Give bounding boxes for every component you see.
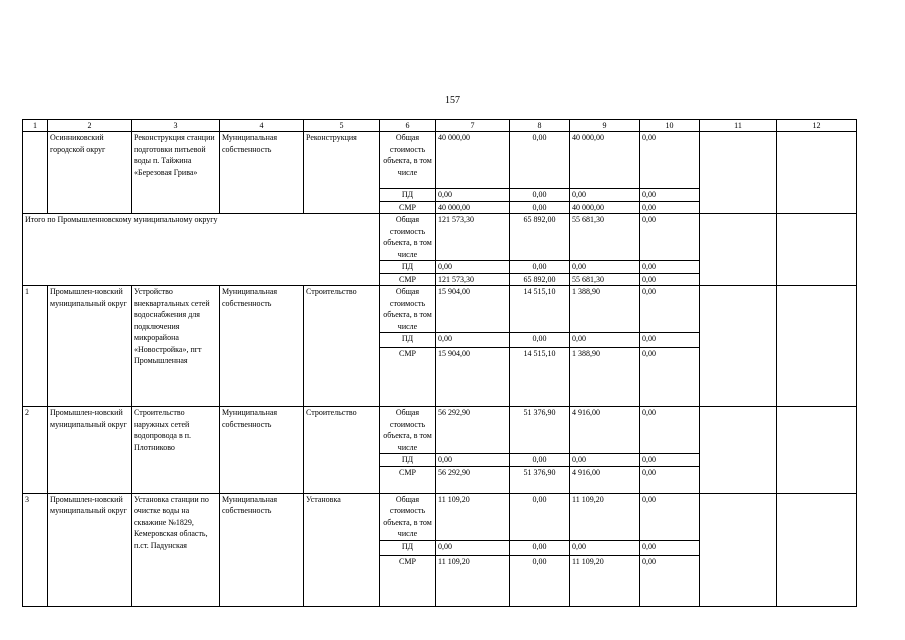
value-cell: 0,00 <box>640 493 700 540</box>
column-number: 1 <box>23 120 48 132</box>
value-cell: 0,00 <box>570 333 640 348</box>
value-cell: 0,00 <box>510 555 570 606</box>
value-cell: 65 892,00 <box>510 273 570 286</box>
value-cell: 121 573,30 <box>436 273 510 286</box>
smr-label: СМР <box>380 201 436 214</box>
value-cell: 0,00 <box>570 454 640 467</box>
column-number: 9 <box>570 120 640 132</box>
pd-label: ПД <box>380 540 436 555</box>
value-cell: 0,00 <box>436 540 510 555</box>
work-type-cell: Установка <box>304 493 380 606</box>
value-cell: 1 388,90 <box>570 348 640 407</box>
value-cell: 0,00 <box>510 261 570 274</box>
value-cell: 0,00 <box>640 333 700 348</box>
pd-label: ПД <box>380 261 436 274</box>
value-cell: 0,00 <box>510 540 570 555</box>
value-cell: 55 681,30 <box>570 214 640 261</box>
empty-cell <box>700 132 777 214</box>
value-cell: 14 515,10 <box>510 286 570 333</box>
value-cell: 0,00 <box>640 132 700 189</box>
ownership-cell: Муниципальная собственность <box>220 286 304 407</box>
object-cell: Устройство внеквартальных сетей водоснабжения для подключения микрорайона «Новостройка», пгт Промышленная <box>132 286 220 407</box>
cost-label: Общая стоимость объекта, в том числе <box>380 407 436 454</box>
empty-cell <box>777 132 857 214</box>
summary-cell: Итого по Промышленновскому муниципальному округу <box>23 214 380 286</box>
district-cell: Промышлен-новский муниципальный округ <box>48 286 132 407</box>
pd-label: ПД <box>380 454 436 467</box>
work-type-cell: Строительство <box>304 286 380 407</box>
district-cell: Промышлен-новский муниципальный округ <box>48 493 132 606</box>
value-cell: 0,00 <box>640 201 700 214</box>
column-number: 11 <box>700 120 777 132</box>
column-number: 6 <box>380 120 436 132</box>
column-number: 4 <box>220 120 304 132</box>
value-cell: 0,00 <box>640 348 700 407</box>
budget-table <box>22 119 857 607</box>
value-cell: 0,00 <box>570 540 640 555</box>
value-cell: 65 892,00 <box>510 214 570 261</box>
empty-cell <box>777 407 857 494</box>
object-cell: Строительство наружных сетей водопровода в п. Плотниково <box>132 407 220 494</box>
value-cell: 56 292,90 <box>436 407 510 454</box>
ownership-cell: Муниципальная собственность <box>220 493 304 606</box>
value-cell: 0,00 <box>640 466 700 493</box>
column-number: 12 <box>777 120 857 132</box>
column-number: 8 <box>510 120 570 132</box>
empty-cell <box>700 286 777 407</box>
value-cell: 0,00 <box>510 333 570 348</box>
ownership-cell: Муниципальная собственность <box>220 132 304 214</box>
value-cell: 14 515,10 <box>510 348 570 407</box>
value-cell: 51 376,90 <box>510 407 570 454</box>
value-cell: 15 904,00 <box>436 348 510 407</box>
row-number: 1 <box>23 286 48 407</box>
value-cell: 0,00 <box>640 261 700 274</box>
value-cell: 56 292,90 <box>436 466 510 493</box>
empty-cell <box>777 214 857 286</box>
value-cell: 51 376,90 <box>510 466 570 493</box>
table-row <box>23 286 857 333</box>
value-cell: 0,00 <box>640 407 700 454</box>
smr-label: СМР <box>380 348 436 407</box>
value-cell: 4 916,00 <box>570 466 640 493</box>
value-cell: 15 904,00 <box>436 286 510 333</box>
value-cell: 0,00 <box>510 493 570 540</box>
value-cell: 0,00 <box>436 333 510 348</box>
value-cell: 11 109,20 <box>436 493 510 540</box>
cost-label: Общая стоимость объекта, в том числе <box>380 286 436 333</box>
value-cell: 0,00 <box>570 189 640 202</box>
value-cell: 0,00 <box>640 454 700 467</box>
district-cell: Промышлен-новский муниципальный округ <box>48 407 132 494</box>
smr-label: СМР <box>380 555 436 606</box>
object-cell: Установка станции по очистке воды на скважине №1829, Кемеровская область, п.ст. Падунская <box>132 493 220 606</box>
cost-label: Общая стоимость объекта, в том числе <box>380 214 436 261</box>
value-cell: 0,00 <box>510 454 570 467</box>
empty-cell <box>777 286 857 407</box>
value-cell: 0,00 <box>640 555 700 606</box>
value-cell: 40 000,00 <box>570 201 640 214</box>
column-number: 3 <box>132 120 220 132</box>
value-cell: 0,00 <box>640 214 700 261</box>
cost-label: Общая стоимость объекта, в том числе <box>380 132 436 189</box>
column-number: 7 <box>436 120 510 132</box>
value-cell: 40 000,00 <box>570 132 640 189</box>
row-number <box>23 132 48 214</box>
value-cell: 0,00 <box>510 201 570 214</box>
table-row <box>23 407 857 454</box>
table-row <box>23 214 857 261</box>
object-cell: Реконструкция станции подготовки питьевой воды п. Тайжина «Березовая Грива» <box>132 132 220 214</box>
value-cell: 0,00 <box>436 261 510 274</box>
column-number: 10 <box>640 120 700 132</box>
value-cell: 40 000,00 <box>436 132 510 189</box>
row-number: 2 <box>23 407 48 494</box>
value-cell: 0,00 <box>436 454 510 467</box>
value-cell: 0,00 <box>640 273 700 286</box>
pd-label: ПД <box>380 189 436 202</box>
cost-label: Общая стоимость объекта, в том числе <box>380 493 436 540</box>
pd-label: ПД <box>380 333 436 348</box>
page-number: 157 <box>445 95 460 106</box>
work-type-cell: Реконструкция <box>304 132 380 214</box>
value-cell: 0,00 <box>640 540 700 555</box>
work-type-cell: Строительство <box>304 407 380 494</box>
value-cell: 1 388,90 <box>570 286 640 333</box>
column-number-row <box>23 120 857 132</box>
value-cell: 11 109,20 <box>570 555 640 606</box>
empty-cell <box>777 493 857 606</box>
value-cell: 55 681,30 <box>570 273 640 286</box>
empty-cell <box>700 407 777 494</box>
value-cell: 0,00 <box>570 261 640 274</box>
value-cell: 0,00 <box>510 132 570 189</box>
district-cell: Осинниковский городской округ <box>48 132 132 214</box>
ownership-cell: Муниципальная собственность <box>220 407 304 494</box>
value-cell: 0,00 <box>436 189 510 202</box>
value-cell: 0,00 <box>510 189 570 202</box>
value-cell: 121 573,30 <box>436 214 510 261</box>
table-row <box>23 493 857 540</box>
empty-cell <box>700 214 777 286</box>
column-number: 2 <box>48 120 132 132</box>
value-cell: 11 109,20 <box>570 493 640 540</box>
value-cell: 4 916,00 <box>570 407 640 454</box>
table-row <box>23 132 857 189</box>
value-cell: 40 000,00 <box>436 201 510 214</box>
smr-label: СМР <box>380 273 436 286</box>
value-cell: 0,00 <box>640 286 700 333</box>
value-cell: 0,00 <box>640 189 700 202</box>
value-cell: 11 109,20 <box>436 555 510 606</box>
column-number: 5 <box>304 120 380 132</box>
smr-label: СМР <box>380 466 436 493</box>
row-number: 3 <box>23 493 48 606</box>
empty-cell <box>700 493 777 606</box>
